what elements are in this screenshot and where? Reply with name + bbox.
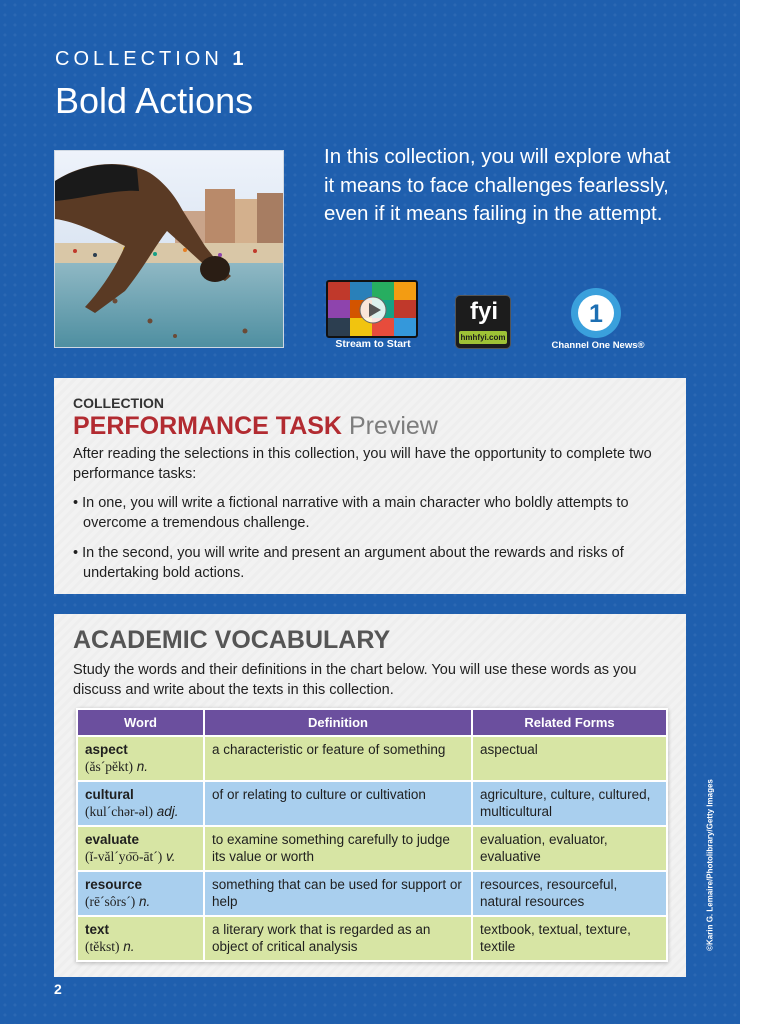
- collection-intro: In this collection, you will explore what it means to face challenges fearlessly, even if it means failing in the attempt.: [324, 145, 671, 225]
- performance-task-panel: [54, 378, 686, 594]
- fyi-link[interactable]: [455, 295, 511, 351]
- channel-one-logo: [567, 287, 627, 339]
- vocab-word: aspect: [85, 742, 128, 757]
- related-forms-cell: resources, resourceful, natural resources: [472, 871, 667, 916]
- word-cell: [77, 916, 204, 961]
- photo-credit: [702, 779, 718, 951]
- word-cell: [77, 871, 204, 916]
- related-forms-cell: agriculture, culture, cultured, multicultural: [472, 781, 667, 826]
- definition-cell: of or relating to culture or cultivation: [204, 781, 472, 826]
- pronunciation: (ĭ-văl´yo͞o-āt´): [85, 849, 163, 864]
- related-forms-cell: evaluation, evaluator, evaluative: [472, 826, 667, 871]
- academic-vocabulary-heading: ACADEMIC VOCABULARY: [73, 626, 391, 654]
- vocabulary-table: [76, 708, 668, 962]
- part-of-speech: n.: [136, 759, 149, 774]
- photo-credit-text: ©Karin G. Lemaire/Photolibrary/Getty Images: [705, 779, 715, 951]
- fyi-logo: [455, 295, 511, 349]
- definition-cell: a literary work that is regarded as an object of critical analysis: [204, 916, 472, 961]
- performance-task-title: PERFORMANCE TASK: [73, 412, 342, 440]
- performance-task-preview: Preview: [348, 412, 438, 440]
- collection-label-text: COLLECTION: [55, 48, 223, 70]
- word-cell: [77, 781, 204, 826]
- part-of-speech: adj.: [156, 804, 179, 819]
- table-row: [77, 736, 667, 781]
- collection-number: 1: [232, 48, 248, 70]
- pronunciation: (rē´sôrs´): [85, 894, 136, 909]
- fyi-logo-word: fyi: [469, 298, 498, 325]
- play-icon: [359, 296, 387, 324]
- column-header-word: Word: [77, 709, 204, 736]
- word-cell: [77, 736, 204, 781]
- channel-one-news-link[interactable]: [538, 287, 658, 353]
- video-thumbnail: [326, 280, 418, 338]
- table-header-row: [77, 709, 667, 736]
- vocab-word: resource: [85, 877, 143, 892]
- table-row: [77, 916, 667, 961]
- performance-task-kicker: COLLECTION: [73, 395, 164, 411]
- fyi-site-label: hmhfyi.com: [460, 333, 506, 342]
- stream-to-start-video[interactable]: [322, 278, 424, 352]
- list-item: • In the second, you will write and present an argument about the rewards and risks of undertaking bold actions.: [73, 545, 624, 581]
- table-row: [77, 781, 667, 826]
- definition-cell: to examine something carefully to judge its value or worth: [204, 826, 472, 871]
- definition-cell: a characteristic or feature of something: [204, 736, 472, 781]
- part-of-speech: n.: [139, 894, 151, 909]
- definition-cell: something that can be used for support or help: [204, 871, 472, 916]
- hero-photo-diver: [54, 150, 284, 348]
- pronunciation: (kul´chər-əl): [85, 804, 153, 819]
- collection-label: [55, 48, 248, 71]
- table-row: [77, 826, 667, 871]
- list-item: • In one, you will write a fictional narrative with a main character who boldly attempts to overcome a tremendous challenge.: [73, 495, 629, 531]
- page-number: 2: [54, 981, 62, 997]
- word-cell: [77, 826, 204, 871]
- part-of-speech: v.: [165, 849, 176, 864]
- performance-task-list: [73, 493, 673, 583]
- channel-one-number: 1: [589, 300, 603, 328]
- related-forms-cell: aspectual: [472, 736, 667, 781]
- performance-task-heading: [73, 412, 438, 441]
- stream-caption: Stream to Start: [335, 338, 411, 350]
- academic-vocabulary-intro: Study the words and their definitions in the chart below. You will use these words as you discuss and write about the texts in this collection.: [73, 662, 637, 698]
- vocab-word: cultural: [85, 787, 134, 802]
- collection-title: Bold Actions: [55, 80, 254, 121]
- column-header-definition: Definition: [204, 709, 472, 736]
- pronunciation: (tĕkst): [85, 939, 120, 954]
- channel-one-caption: Channel One News®: [551, 340, 645, 351]
- performance-task-intro: After reading the selections in this collection, you will have the opportunity to complete two performance tasks:: [73, 446, 652, 482]
- table-row: [77, 871, 667, 916]
- column-header-related-forms: Related Forms: [472, 709, 667, 736]
- part-of-speech: n.: [123, 939, 135, 954]
- performance-task-body: [73, 444, 673, 593]
- academic-vocabulary-panel: [54, 614, 686, 977]
- diver-illustration: [55, 151, 284, 348]
- page-margin-strip: [740, 0, 768, 1024]
- vocab-word: evaluate: [85, 832, 140, 847]
- related-forms-cell: textbook, textual, texture, textile: [472, 916, 667, 961]
- vocab-word: text: [85, 922, 110, 937]
- pronunciation: (ăs´pĕkt): [85, 759, 133, 774]
